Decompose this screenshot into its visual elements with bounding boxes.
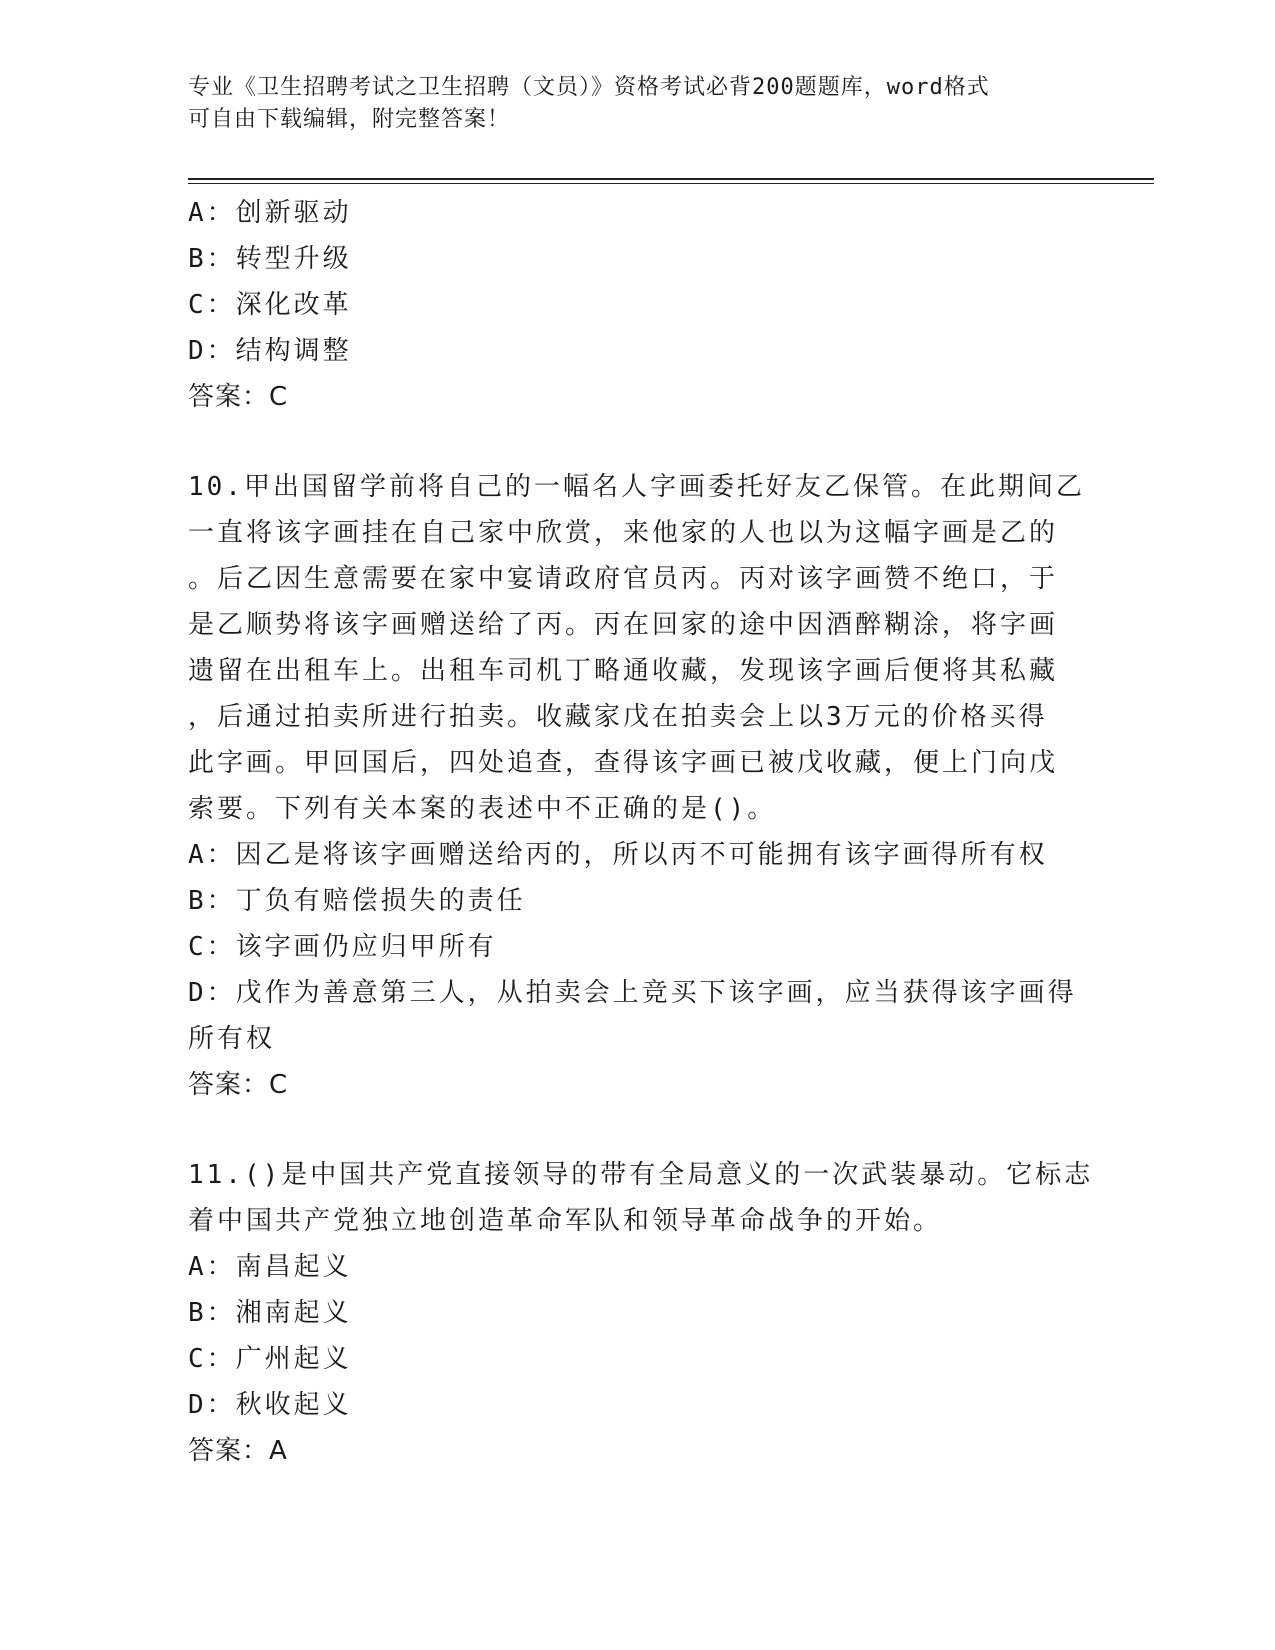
question-9	[188, 190, 1088, 420]
question-spacer	[188, 420, 1088, 464]
question-text-line: ，后通过拍卖所进行拍卖。收藏家戊在拍卖会上以3万元的价格买得	[188, 702, 1048, 732]
question-text-line: 是乙顺势将该字画赠送给了丙。丙在回家的途中因酒醉糊涂，将字画	[188, 610, 1059, 640]
question-text-line: 。后乙因生意需要在家中宴请政府官员丙。丙对该字画赞不绝口，于	[188, 564, 1059, 594]
option-c: C：该字画仍应归甲所有	[188, 932, 497, 962]
answer-line: 答案：C	[188, 382, 289, 412]
question-spacer	[188, 1108, 1088, 1152]
option-d: D：戊作为善意第三人，从拍卖会上竞买下该字画，应当获得该字画得	[188, 978, 1077, 1008]
question-text-line: 一直将该字画挂在自己家中欣赏，来他家的人也以为这幅字画是乙的	[188, 518, 1059, 548]
question-list	[188, 190, 1094, 1474]
option-d-continued: 所有权	[188, 1024, 276, 1054]
option-a: A：创新驱动	[188, 198, 352, 228]
option-b: B：丁负有赔偿损失的责任	[188, 886, 526, 916]
answer-line: 答案：A	[188, 1436, 288, 1466]
answer-line: 答案：C	[188, 1070, 289, 1100]
question-text-line: 10.甲出国留学前将自己的一幅名人字画委托好友乙保管。在此期间乙	[188, 472, 1085, 502]
question-text-line: 遗留在出租车上。出租车司机丁略通收藏，发现该字画后便将其私藏	[188, 656, 1059, 686]
option-d: D：秋收起义	[188, 1390, 352, 1420]
option-c: C：深化改革	[188, 290, 352, 320]
question-text-line: 11.()是中国共产党直接领导的带有全局意义的一次武装暴动。它标志	[188, 1160, 1094, 1190]
header-title-line-2: 可自由下载编辑，附完整答案！	[188, 107, 511, 132]
option-c: C：广州起义	[188, 1344, 352, 1374]
header-title-line-1: 专业《卫生招聘考试之卫生招聘（文员）》资格考试必背200题题库，word格式	[188, 75, 990, 100]
option-b: B：湘南起义	[188, 1298, 352, 1328]
option-d: D：结构调整	[188, 336, 352, 366]
option-a: A：南昌起义	[188, 1252, 352, 1282]
question-text-line: 索要。下列有关本案的表述中不正确的是()。	[188, 794, 777, 824]
header-divider-thick	[188, 178, 1154, 180]
option-a: A：因乙是将该字画赠送给丙的，所以丙不可能拥有该字画得所有权	[188, 840, 1048, 870]
question-10	[188, 464, 1088, 1108]
header-divider-thin	[188, 183, 1154, 184]
document-header	[188, 72, 1088, 136]
question-11	[188, 1152, 1094, 1474]
question-text-line: 此字画。甲回国后，四处追查，查得该字画已被戊收藏，便上门向戊	[188, 748, 1059, 778]
question-text-line: 着中国共产党独立地创造革命军队和领导革命战争的开始。	[188, 1206, 943, 1236]
option-b: B：转型升级	[188, 244, 352, 274]
